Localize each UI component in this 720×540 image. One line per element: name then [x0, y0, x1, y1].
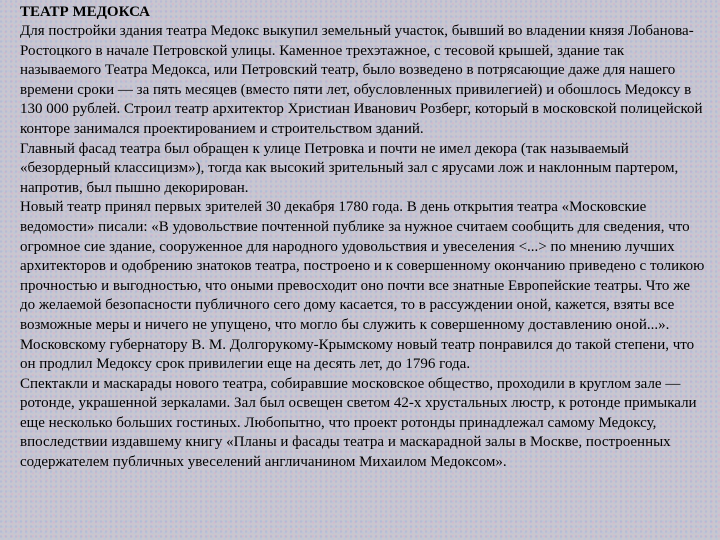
paragraph-rotunda: Спектакли и маскарады нового театра, собиравшие московское общество, проходили в круглом зале — ротонде, украшенной зеркалами. Зал был освещен светом 42-х хрустальных люстр, к ротонде примыкали еще несколько больших гостиных. Любопытно, что проект ротонды принадлежал самому Медоксу, впоследствии издавшему книгу «Планы и фасады театра и маскарадной залы в Москве, построенных содержателем публичных увеселений англичанином Михаилом Медоксом».	[20, 375, 697, 471]
paragraph-land-purchase: Для постройки здания театра Медокс выкупил земельный участок, бывший во владении князя Лобанова-Ростоцкого в начале Петровской улицы. Каменное трехэтажное, с тесовой крышей, здание так называемого Театра Медокса, или Петровский театр, было возведено в потрясающие даже для нашего времени сроки — за пять месяцев (вместо пяти лет, обусловленных привилегией) и обошлось Медоксу в 130 000 рублей. Строил театр архитектор Христиан Иванович Розберг, который в московской полицейской конторе занимался проектированием и строительством зданий.	[20, 23, 703, 137]
paragraph-facade: Главный фасад театра был обращен к улице Петровка и почти не имел декора (так называемый «безордерный классицизм»), тогда как высокий зрительный зал с ярусами лож и наклонным партером, напротив, был пышно декорирован.	[20, 140, 679, 196]
page-title: ТЕАТР МЕДОКСА	[20, 4, 151, 20]
paragraph-opening: Новый театр принял первых зрителей 30 декабря 1780 года. В день открытия театра «Московские ведомости» писали: «В удовольствие почтенной публике за нужное считаем сообщить для сведения, что огромное сие здание, сооруженное для народного удовольствия и увеселения <...> по мнению лучших архитекторов и одобрению знатоков театра, построено и к совершенному окончанию приведено с толикою прочностью и выгодностью, что оными превосходит оно почти все знатные Европейские театры. Что же до желаемой безопасности публичного сего дому касается, то в рассуждении оной, кажется, взяты все возможные меры и ничего не упущено, что могло бы служить к совершенному доставлению оной...».	[20, 199, 705, 333]
paragraph-governor: Московскому губернатору В. М. Долгорукому-Крымскому новый театр понравился до такой степени, что он продлил Медоксу срок привилегии еще на десять лет, до 1796 года.	[20, 336, 695, 373]
